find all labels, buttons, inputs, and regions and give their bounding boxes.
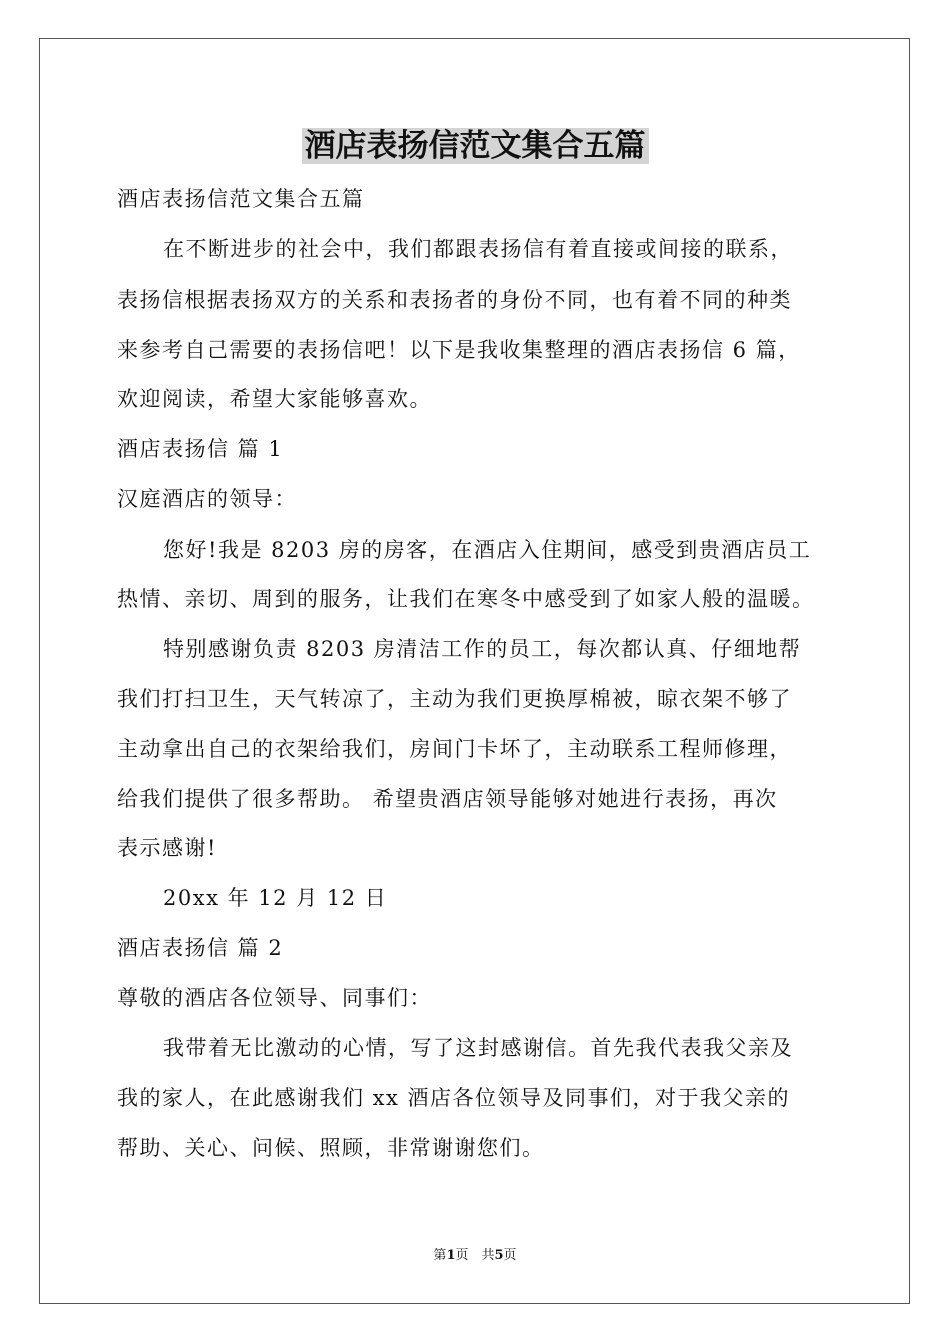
paragraph-line: 帮助、关心、问候、照顾，非常谢谢您们。: [117, 1136, 545, 1160]
paragraph-line: 在不断进步的社会中，我们都跟表扬信有着直接或间接的联系，: [163, 237, 793, 261]
paragraph-line: 我们打扫卫生，天气转凉了，主动为我们更换厚棉被，晾衣架不够了: [117, 687, 792, 711]
footer-pre: 第: [433, 1248, 447, 1263]
footer-post: 页: [503, 1248, 517, 1263]
paragraph-line: 表示感谢!: [117, 836, 217, 860]
paragraph-line: 您好!我是 8203 房的房客，在酒店入住期间，感受到贵酒店员工: [163, 538, 812, 562]
subtitle-line: 酒店表扬信范文集合五篇: [117, 187, 365, 211]
paragraph-line: 欢迎阅读，希望大家能够喜欢。: [117, 387, 432, 411]
current-page-number: 1: [446, 1248, 456, 1263]
paragraph-line: 我的家人，在此感谢我们 xx 酒店各位领导及同事们，对于我父亲的: [117, 1086, 791, 1110]
section-heading: 酒店表扬信 篇 2: [117, 936, 284, 960]
document-title-text: 酒店表扬信范文集合五篇: [302, 128, 649, 164]
paragraph-line: 热情、亲切、周到的服务，让我们在寒冬中感受到了如家人般的温暖。: [117, 587, 815, 611]
page-footer: [0, 1246, 950, 1266]
paragraph-line: 给我们提供了很多帮助。 希望贵酒店领导能够对她进行表扬，再次: [117, 787, 778, 811]
paragraph-line: 我带着无比激动的心情，写了这封感谢信。首先我代表我父亲及: [163, 1036, 793, 1060]
document-title: [0, 122, 950, 170]
paragraph-line: 主动拿出自己的衣架给我们，房间门卡坏了，主动联系工程师修理，: [117, 737, 792, 761]
paragraph-line: 来参考自己需要的表扬信吧！以下是我收集整理的酒店表扬信 6 篇，: [117, 338, 801, 362]
paragraph-line: 表扬信根据表扬双方的关系和表扬者的身份不同，也有着不同的种类: [117, 288, 792, 312]
salutation: 尊敬的酒店各位领导、同事们：: [117, 986, 432, 1010]
section-heading: 酒店表扬信 篇 1: [117, 437, 284, 461]
date-line: 20xx 年 12 月 12 日: [163, 886, 388, 910]
total-page-count: 5: [494, 1248, 504, 1263]
footer-mid: 页 共: [455, 1248, 495, 1263]
page-frame: [39, 38, 910, 1304]
salutation: 汉庭酒店的领导：: [117, 487, 297, 511]
paragraph-line: 特别感谢负责 8203 房清洁工作的员工，每次都认真、仔细地帮: [163, 637, 802, 661]
